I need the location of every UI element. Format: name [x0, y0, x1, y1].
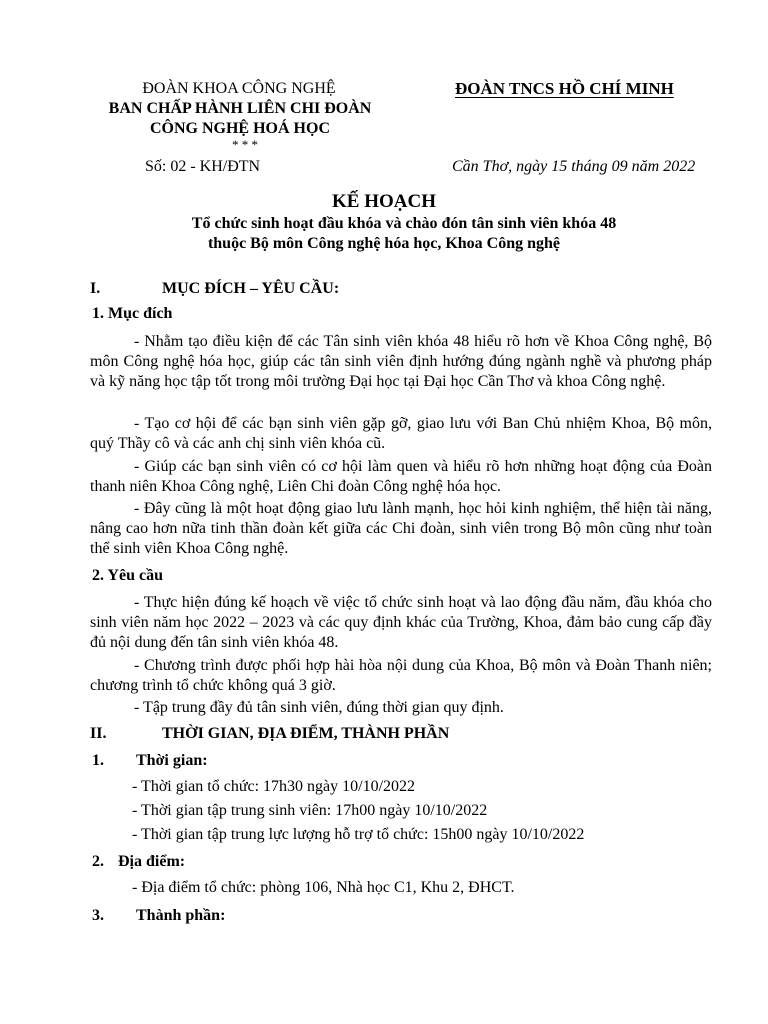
purpose-paragraph: - Nhằm tạo điều kiện để các Tân sinh viên khóa 48 hiểu rõ hơn về Khoa Công nghệ, Bộ môn Công nghệ hóa học, giúp các tân sinh viên định hướng đúng ngành nghề và phương pháp và kỹ năng học tập tốt trong môi trường Đại học tại Đại học Cần Thơ và khoa Công nghệ. — [90, 333, 712, 390]
subsection-heading-place — [92, 852, 185, 871]
document-number: Số: 02 - KH/ĐTN — [145, 158, 261, 175]
subsection-number: 3. — [92, 907, 104, 924]
section-number: I. — [90, 280, 101, 297]
subsection-number: 1. — [92, 752, 104, 769]
purpose-paragraph: - Giúp các bạn sinh viên có cơ hội làm quen và hiểu rõ hơn những hoạt động của Đoàn thanh niên Khoa Công nghệ, Liên Chi đoàn Công nghệ hóa học. — [90, 458, 712, 495]
time-item: - Thời gian tổ chức: 17h30 ngày 10/10/2022 — [132, 778, 416, 795]
time-item: - Thời gian tập trung lực lượng hỗ trợ tổ chức: 15h00 ngày 10/10/2022 — [132, 826, 585, 843]
section-number: II. — [90, 725, 107, 742]
header-org-line2: BAN CHẤP HÀNH LIÊN CHI ĐOÀN — [108, 100, 372, 117]
subsection-heading-time — [92, 751, 208, 770]
section-title: THỜI GIAN, ĐỊA ĐIỂM, THÀNH PHẦN — [162, 725, 450, 742]
header-org-line3: CÔNG NGHỆ HOÁ HỌC — [149, 120, 330, 137]
subsection-number: 2. — [92, 853, 104, 870]
time-item: - Thời gian tập trung sinh viên: 17h00 ngày 10/10/2022 — [132, 802, 488, 819]
section-heading-time-place-participants — [90, 724, 449, 743]
subsection-heading-requirements: 2. Yêu cầu — [92, 567, 163, 584]
document-title: KẾ HOẠCH — [332, 191, 436, 212]
purpose-paragraph: - Đây cũng là một hoạt động giao lưu lành mạnh, học hỏi kinh nghiệm, thể hiện tài năng, nâng cao hơn nữa tinh thần đoàn kết giữa các Chi đoàn, sinh viên trong Bộ môn cũng như toàn thể sinh viên Khoa Công nghệ. — [90, 500, 712, 557]
subsection-heading-participants — [92, 906, 225, 925]
document-subtitle-line1: Tổ chức sinh hoạt đầu khóa và chào đón tân sinh viên khóa 48 — [191, 215, 617, 232]
subsection-heading-purpose: 1. Mục đích — [92, 305, 173, 322]
document-subtitle-line2: thuộc Bộ môn Công nghệ hóa học, Khoa Công nghệ — [207, 235, 561, 252]
requirement-paragraph: - Thực hiện đúng kế hoạch về việc tổ chức sinh hoạt và lao động đầu năm, đầu khóa cho sinh viên năm học 2022 – 2023 và các quy định khác của Trường, Khoa, đảm bảo cung cấp đầy đủ nội dung đến tân sinh viên khóa 48. — [90, 594, 712, 651]
section-title: MỤC ĐÍCH – YÊU CẦU: — [162, 280, 340, 297]
requirement-paragraph: - Chương trình được phối hợp hài hòa nội dung của Khoa, Bộ môn và Đoàn Thanh niên; chương trình tổ chức không quá 3 giờ. — [90, 657, 712, 694]
subsection-title: Thời gian: — [136, 752, 208, 769]
purpose-paragraph: - Tạo cơ hội để các bạn sinh viên gặp gỡ, giao lưu với Ban Chủ nhiệm Khoa, Bộ môn, quý Thầy cô và các anh chị sinh viên khóa cũ. — [90, 415, 712, 452]
header-org-line1: ĐOÀN KHOA CÔNG NGHỆ — [142, 80, 336, 97]
place-date: Cần Thơ, ngày 15 tháng 09 năm 2022 — [452, 158, 696, 175]
requirement-paragraph: - Tập trung đầy đủ tân sinh viên, đúng thời gian quy định. — [134, 699, 504, 716]
subsection-title: Thành phần: — [136, 907, 226, 924]
header-stars: * * * — [232, 137, 258, 152]
section-heading-purpose-requirements — [90, 279, 339, 298]
subsection-title: Địa điểm: — [118, 853, 186, 870]
union-name: ĐOÀN TNCS HỒ CHÍ MINH — [455, 79, 674, 98]
place-item: - Địa điểm tổ chức: phòng 106, Nhà học C1, Khu 2, ĐHCT. — [132, 879, 515, 896]
